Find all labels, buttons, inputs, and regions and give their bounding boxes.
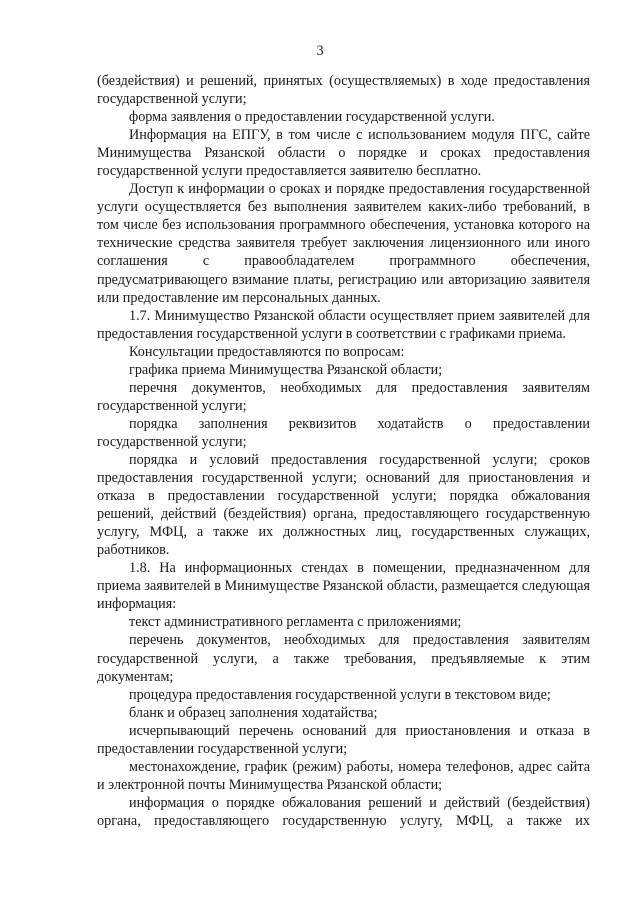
paragraph-epgu-info: Информация на ЕПГУ, в том числе с использованием модуля ПГС, сайте Минимущества Рязанской области о порядке и сроках предоставления государственной услуги предоставляется заявителю бесплатно. (97, 127, 590, 180)
paragraph-access-info: Доступ к информации о сроках и порядке предоставления государственной услуги осуществляется без выполнения заявителем каких-либо требований, в том числе без использования программного обеспечения, установка которого на технические средства заявителя требует заключения лицензионного или иного соглашения с правообладателем программного обеспечения, предусматривающего взимание платы, регистрацию или авторизацию заявителя или предоставление им персональных данных. (97, 181, 590, 306)
list-item-location-contacts: местонахождение, график (режим) работы, номера телефонов, адрес сайта и электронной почты Минимущества Рязанской области; (97, 758, 590, 793)
page-number: 3 (316, 43, 324, 59)
list-item-grounds-refusal: исчерпывающий перечень оснований для приостановления и отказа в предоставлении государственной услуги; (97, 722, 590, 757)
paragraph-application-form: форма заявления о предоставлении государственной услуги. (129, 109, 495, 126)
paragraph-consultations-intro: Консультации предоставляются по вопросам: (129, 343, 405, 360)
list-item-procedure-conditions: порядка и условий предоставления государственной услуги; сроков предоставления государственной услуги; оснований для приостановления и отказа в предоставлении государственной услуги; порядка обжалования решений, действий (бездействия) органа, предоставляющего государственную услугу, МФЦ, а также их должностных лиц, государственных служащих, работников. (97, 451, 590, 559)
list-item-regulation-text: текст административного регламента с приложениями; (129, 614, 462, 631)
list-item-requisites: порядка заполнения реквизитов ходатайств о предоставлении государственной услуги; (97, 415, 590, 450)
list-item-documents-list: перечня документов, необходимых для предоставления заявителям государственной услуги; (97, 379, 590, 414)
list-item-appeal-info: информация о порядке обжалования решений и действий (бездействия) органа, предоставляющего государственную услугу, МФЦ, а также их (97, 794, 590, 829)
paragraph-section-1-8: 1.8. На информационных стендах в помещении, предназначенном для приема заявителей в Минимуществе Рязанской области, размещается следующая информация: (97, 560, 590, 613)
document-body (97, 72, 590, 830)
list-item-reception-schedule: графика приема Минимущества Рязанской области; (129, 361, 443, 378)
paragraph-section-1-7: 1.7. Минимущество Рязанской области осуществляет прием заявителей для предоставления государственной услуги в соответствии с графиками приема. (97, 307, 590, 342)
list-item-form-sample: бланк и образец заполнения ходатайства; (129, 704, 378, 721)
list-item-procedure-text: процедура предоставления государственной услуги в текстовом виде; (129, 686, 551, 703)
list-item-documents-requirements: перечень документов, необходимых для предоставления заявителям государственной услуги, а также требования, предъявляемые к этим документам; (97, 632, 590, 685)
paragraph-continuation: (бездействия) и решений, принятых (осуществляемых) в ходе предоставления государственной услуги; (97, 73, 590, 108)
